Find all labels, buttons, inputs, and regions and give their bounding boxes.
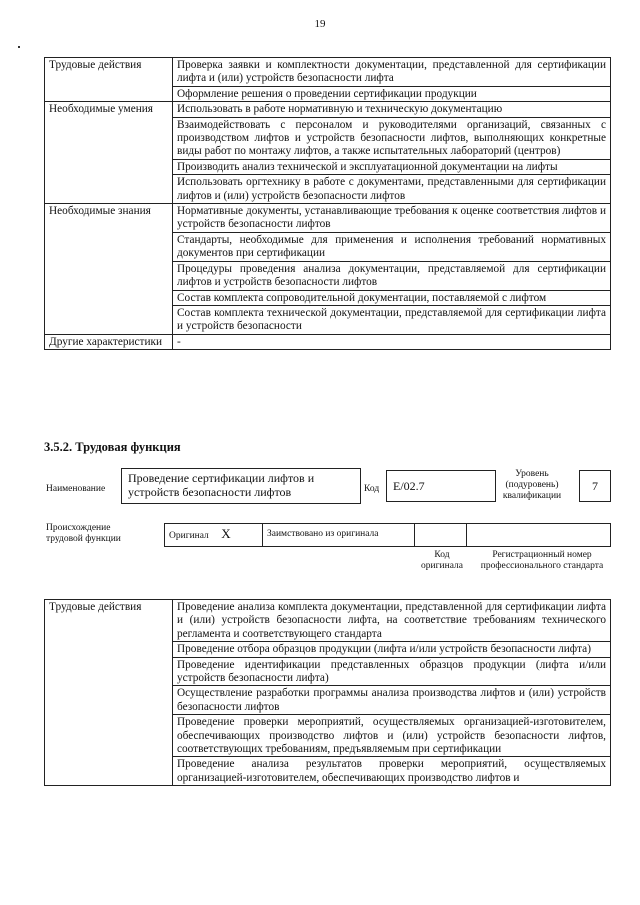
row-item: Проведение отбора образцов продукции (лифта и/или устройств безопасности лифта) (173, 642, 611, 657)
row-item: Проведение анализа комплекта документации, представленной для сертификации лифта и (или) устройств безопасности лифта, на соответствие требованиям технического регламента и соответствующего стандарта (173, 600, 611, 642)
row-item: Состав комплекта сопроводительной документации, поставляемой с лифтом (173, 290, 611, 305)
row-item: Взаимодействовать с персоналом и руководителями организаций, связанных с производством лифтов и устройств безопасности лифтов, выполняющих конкретные виды работ по монтажу лифтов, а также испытательных лабораторий (центров) (173, 117, 611, 159)
original-mark: X (221, 525, 231, 541)
name-value-box (121, 468, 361, 504)
table-row (45, 600, 611, 642)
page-number: 19 (314, 18, 326, 30)
row-item: Проведение анализа результатов проверки мероприятий, осуществляемых организацией-изготовителем, обеспечивающих производство лифтов и (173, 757, 611, 786)
table-row (45, 334, 611, 349)
table-row (45, 204, 611, 233)
scan-dot (18, 46, 20, 48)
bottom-table (44, 599, 611, 786)
origin-original-cell (165, 524, 263, 547)
row-item: Состав комплекта технической документации, представляемой для сертификации лифта и устройств безопасности (173, 305, 611, 334)
bottom-table-body (45, 600, 611, 786)
code-label: Код (364, 484, 380, 494)
row-item: Проверка заявки и комплектности документации, представленной для сертификации лифта и (или) устройств безопасности лифта (173, 58, 611, 87)
level-label: Уровень (подуровень) квалификации (502, 469, 562, 501)
table-row (45, 58, 611, 87)
origin-code-cell (415, 524, 467, 547)
row-item: Использовать в работе нормативную и техническую документацию (173, 102, 611, 117)
row-item: Осуществление разработки программы анализа производства лифтов и (или) устройств безопасности лифтов (173, 686, 611, 715)
top-table-body (45, 58, 611, 350)
origin-reg-cell (467, 524, 611, 547)
code-value: E/02.7 (393, 479, 425, 493)
row-item: Проведение проверки мероприятий, осуществляемых организацией-изготовителем, обеспечивающих производство лифтов и (или) устройств безопасности лифтов, соответствующих требованиям, предъявляемым при сертификации (173, 715, 611, 757)
row-label: Другие характеристики (45, 334, 173, 349)
name-label: Наименование (46, 484, 106, 494)
row-item: Оформление решения о проведении сертификации продукции (173, 86, 611, 101)
level-value: 7 (592, 479, 598, 493)
row-item: Стандарты, необходимые для применения и исполнения требований нормативных документов при сертификации (173, 232, 611, 261)
row-label: Трудовые действия (45, 58, 173, 102)
row-item: Использовать оргтехнику в работе с документами, представленными для сертификации лифтов и (или) устройств безопасности лифтов (173, 175, 611, 204)
level-value-box (579, 470, 611, 502)
original-label: Оригинал (169, 530, 209, 541)
row-item: Проведение идентификации представленных образцов продукции (лифта и/или устройств безопасности лифта) (173, 657, 611, 686)
row-item: - (173, 334, 611, 349)
row-label: Необходимые умения (45, 102, 173, 204)
row-item: Процедуры проведения анализа документации, представляемой для сертификации лифтов и устройств безопасности лифтов (173, 261, 611, 290)
reg-caption: Регистрационный номер профессионального стандарта (480, 550, 604, 571)
table-row (45, 102, 611, 117)
borrowed-label: Заимствовано из оригинала (263, 524, 415, 547)
row-item: Нормативные документы, устанавливающие требования к оценке соответствия лифтов и устройств безопасности лифтов (173, 204, 611, 233)
row-label: Трудовые действия (45, 600, 173, 786)
row-item: Производить анализ технической и эксплуатационной документации на лифты (173, 159, 611, 174)
origin-table (164, 523, 611, 547)
code-value-box (386, 470, 496, 502)
origin-label: Происхождение трудовой функции (46, 523, 121, 544)
code-caption: Код оригинала (421, 550, 463, 571)
name-value: Проведение сертификации лифтов и устройств безопасности лифтов (128, 471, 315, 499)
row-label: Необходимые знания (45, 204, 173, 335)
section-title: 3.5.2. Трудовая функция (44, 440, 181, 454)
top-table (44, 57, 611, 350)
